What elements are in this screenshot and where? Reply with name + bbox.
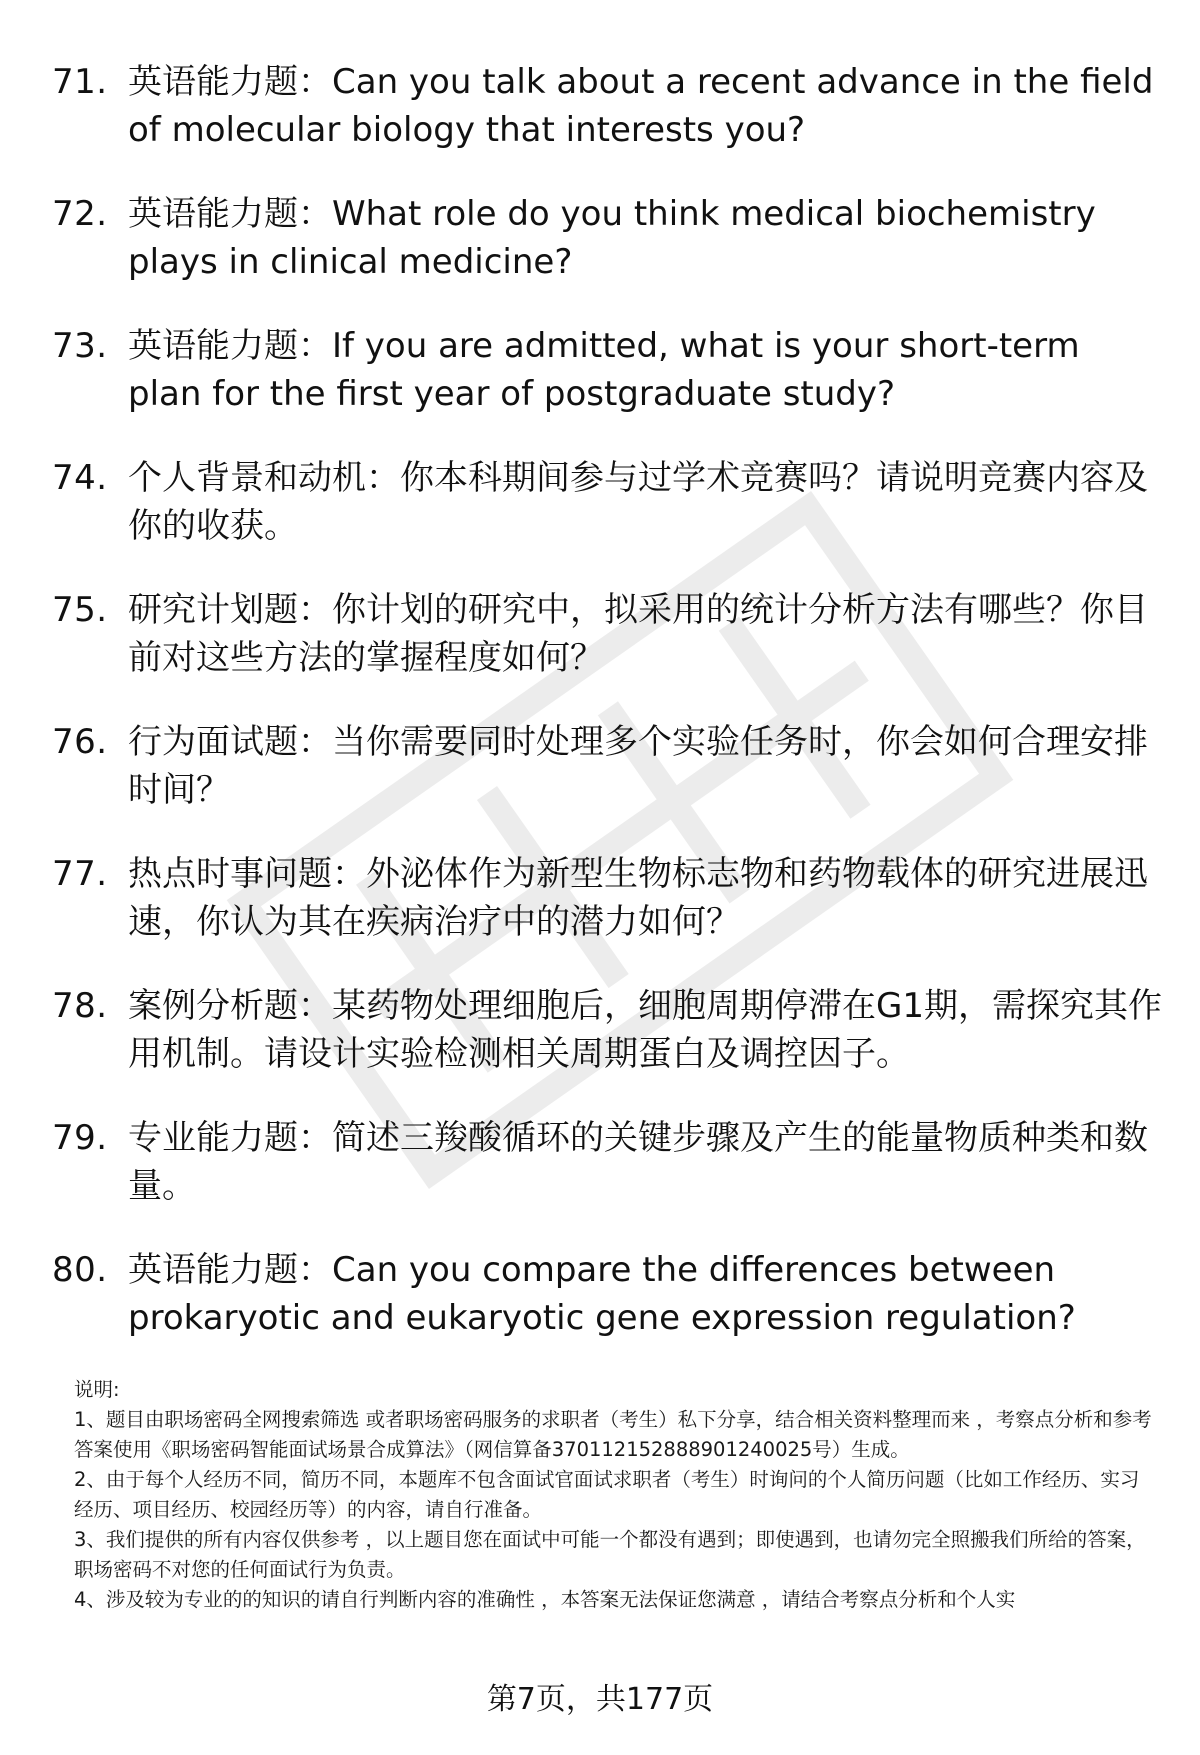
note-item: 1、题目由职场密码全网搜索筛选 或者职场密码服务的求职者（考生）私下分享，结合相关资料整理而来 ，考察点分析和参考答案使用《职场密码智能面试场景合成算法》（网信算备370112152888901240025号）生成。 [74,1408,1152,1461]
question-number: 78. [52,986,108,1026]
question-text: 英语能力题：Can you compare the differences between prokaryotic and eukaryotic gene expression regulation? [128,1250,1076,1338]
question-list [52,58,1162,1378]
question-number: 75. [52,590,108,630]
question-text: 案例分析题：某药物处理细胞后，细胞周期停滞在G1期，需探究其作用机制。请设计实验检测相关周期蛋白及调控因子。 [128,986,1162,1074]
question-number: 76. [52,722,108,762]
note-item: 2、由于每个人经历不同，简历不同，本题库不包含面试官面试求职者（考生）时询问的个人简历问题（比如工作经历、实习经历、项目经历、校园经历等）的内容，请自行准备。 [74,1468,1140,1521]
question-number: 74. [52,458,108,498]
question-item [52,58,1162,154]
question-item [52,1114,1162,1210]
note-item: 3、我们提供的所有内容仅供参考 ，以上题目您在面试中可能一个都没有遇到；即使遇到，也请勿完全照搬我们所给的答案，职场密码不对您的任何面试行为负责。 [74,1528,1146,1581]
question-item [52,586,1162,682]
question-item [52,982,1162,1078]
page-number: 第7页，共177页 [486,1682,714,1717]
question-number: 73. [52,326,108,366]
question-item [52,454,1162,550]
question-text: 英语能力题：If you are admitted, what is your short-term plan for the first year of postgraduate study? [128,326,1080,414]
question-text: 专业能力题：简述三羧酸循环的关键步骤及产生的能量物质种类和数量。 [128,1118,1148,1206]
question-text: 研究计划题：你计划的研究中，拟采用的统计分析方法有哪些？你目前对这些方法的掌握程度如何？ [128,590,1148,678]
notes-heading: 说明: [74,1378,120,1401]
question-number: 71. [52,62,108,102]
question-number: 80. [52,1250,108,1290]
question-item [52,322,1162,418]
question-item [52,190,1162,286]
question-text: 热点时事问题：外泌体作为新型生物标志物和药物载体的研究进展迅速，你认为其在疾病治疗中的潜力如何？ [128,854,1148,942]
question-text: 行为面试题：当你需要同时处理多个实验任务时，你会如何合理安排时间？ [128,722,1148,810]
question-item [52,1246,1162,1342]
question-text: 英语能力题：Can you talk about a recent advance in the field of molecular biology that interests you? [128,62,1154,150]
notes-section [74,1375,1154,1615]
note-item: 4、涉及较为专业的的知识的请自行判断内容的准确性 ，本答案无法保证您满意 ，请结合考察点分析和个人实 [74,1588,1016,1611]
question-text: 个人背景和动机：你本科期间参与过学术竞赛吗？请说明竞赛内容及你的收获。 [128,458,1148,546]
question-text: 英语能力题：What role do you think medical biochemistry plays in clinical medicine? [128,194,1096,282]
question-item [52,850,1162,946]
question-number: 79. [52,1118,108,1158]
question-number: 77. [52,854,108,894]
question-number: 72. [52,194,108,234]
question-item [52,718,1162,814]
